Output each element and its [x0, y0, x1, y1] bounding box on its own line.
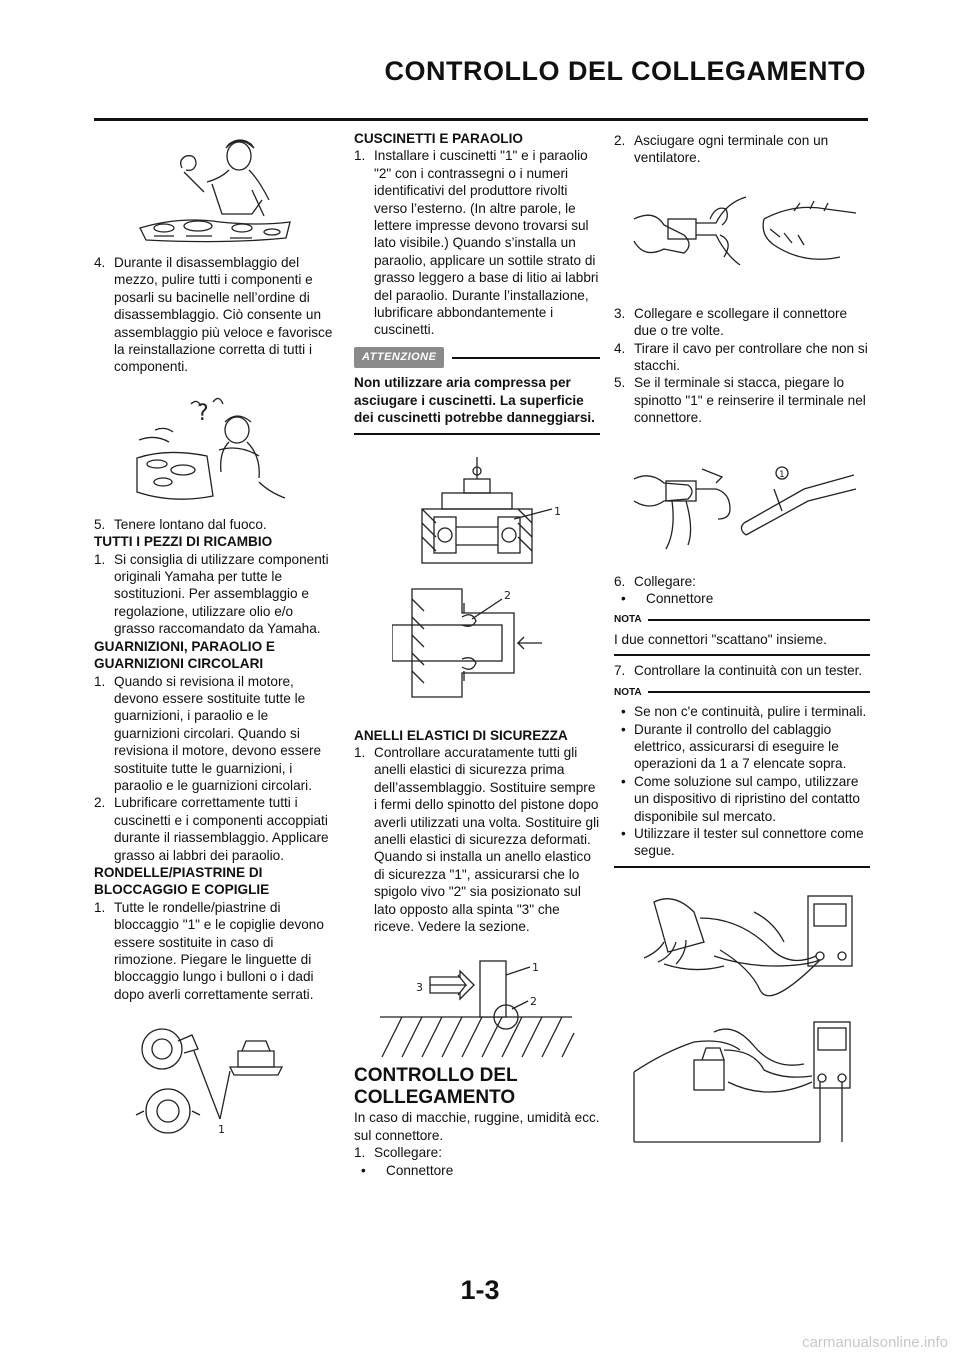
caution-label: ATTENZIONE	[354, 347, 444, 368]
bend-pin-illustration	[624, 449, 860, 559]
list-item: 5. Se il terminale si stacca, piegare lo spinotto "1" e reinserire il terminale nel connettore.	[614, 375, 866, 426]
section-heading: ANELLI ELASTICI DI SICUREZZA	[354, 727, 568, 743]
list-item: 4. Tirare il cavo per controllare che non si stacchi.	[614, 340, 868, 374]
note-label: NOTA	[614, 686, 642, 698]
section-heading: TUTTI I PEZZI DI RICAMBIO	[94, 534, 273, 550]
column-middle	[354, 128, 600, 1179]
figure-callout: 2	[504, 588, 511, 602]
figure-callout: 2	[530, 995, 537, 1009]
circlip-section-illustration	[372, 955, 582, 1065]
section-heading: GUARNIZIONI, PARAOLIO E GUARNIZIONI CIRCOLARI	[94, 638, 275, 672]
list-item: 3. Collegare e scollegare il connettore due o tre volte.	[614, 305, 848, 339]
list-item: 1. Installare i cuscinetti "1" e i paraolio "2" con i contrassegni o i numeri identificativi del produttore rivolti verso l’esterno. (In altre parole, le lettere impresse devono trovarsi sul lato visibile.) Quando s’installa un paraolio, applicare un sottile strato di grasso leggero a base di litio ai labbri del paraolio. Durante l’installazione, lubrificare abbondantemente i cuscinetti.	[354, 148, 599, 338]
note-text: I due connettori "scattano" insieme.	[614, 631, 827, 647]
sub-list-item: • Connettore	[354, 1162, 600, 1179]
watermark: carmanualsonline.info	[802, 1334, 948, 1351]
list-item: 1. Controllare accuratamente tutti gli anelli elastici di sicurezza prima dell’assemblaggio. Sostituire sempre i fermi dello spinotto del pistone dopo averli utilizzati una volta. Sostituire gli anelli elastici di sicurezza deformati. Quando si installa un anello elastico di sicurezza "1", assicurarsi che lo spigolo vivo "2" sia posizionato sul lato opposto alla spinta "3" che riceve. Vedere la sezione.	[354, 744, 600, 934]
sub-list-item: • Connettore	[614, 590, 870, 607]
note-box	[614, 611, 870, 656]
note-bullet: • Utilizzare il tester sul connettore come segue.	[614, 825, 870, 860]
page-header	[0, 0, 960, 124]
figure-callout: 1	[554, 504, 561, 518]
svg-text:?: ?	[197, 400, 209, 426]
list-item: 1. Scollegare:	[354, 1145, 443, 1161]
section-heading: CUSCINETTI E PARAOLIO	[354, 131, 523, 146]
tester-connector-illustration	[624, 882, 860, 1152]
mechanic-fire-hazard-illustration	[129, 390, 299, 510]
figure-callout: 1	[218, 1123, 225, 1137]
caution-box	[354, 347, 600, 435]
mechanic-cleaning-illustration	[134, 128, 294, 252]
section-heading: RONDELLE/PIASTRINE DI BLOCCAGGIO E COPIGLIE	[94, 864, 270, 898]
caution-rule	[452, 357, 600, 359]
figure-callout: 1	[532, 961, 539, 975]
list-item: 6. Collegare:	[614, 573, 696, 589]
note-rule	[648, 619, 870, 621]
note-label: NOTA	[614, 614, 642, 626]
list-item: 2. Lubrificare correttamente tutti i cuscinetti e i componenti accoppiati durante il riassemblaggio. Applicare grasso ai labbri dei paraolio.	[94, 795, 329, 863]
list-item: 2. Asciugare ogni terminale con un ventilatore.	[614, 133, 829, 166]
list-item: 1. Tutte le rondelle/piastrine di bloccaggio "1" e le copiglie devono essere sostituite in caso di rimozione. Piegare le linguette di bloccaggio lungo i bulloni o i dadi dopo averli correttamente serrati.	[94, 899, 324, 1002]
figure-callout: 1	[779, 469, 785, 480]
caution-text: Non utilizzare aria compressa per asciugare i cuscinetti. La superficie dei cuscinetti potrebbe danneggiarsi.	[354, 375, 595, 426]
bearing-seal-cross-section-illustration	[392, 449, 562, 717]
column-left	[94, 128, 334, 1141]
figure-callout: 3	[416, 981, 423, 995]
note-bullet: • Se non c'e continuità, pulire i terminali.	[614, 703, 870, 720]
page-number: 1-3	[460, 1275, 500, 1305]
drying-terminal-illustration	[624, 189, 860, 289]
note-bullet: • Come soluzione sul campo, utilizzare un dispositivo di ripristino del contatto disponibile sul mercato.	[614, 773, 870, 825]
header-rule	[94, 118, 868, 121]
column-right	[614, 128, 870, 1152]
note-box	[614, 684, 870, 868]
list-item: 7. Controllare la continuità con un tester.	[614, 663, 863, 679]
list-item: 4. Durante il disassemblaggio del mezzo, pulire tutti i componenti e posarli su bacinelle nell’ordine di disassemblaggio. Ciò consente un assemblaggio più veloce e favorisce la reinstallazione corretta di tutti i componenti.	[94, 255, 333, 375]
note-rule	[648, 691, 870, 693]
note-bullet: • Durante il controllo del cablaggio elettrico, assicurarsi di eseguire le operazioni da 1 a 7 elencate sopra.	[614, 721, 870, 773]
list-item: 1. Quando si revisiona il motore, devono essere sostituite tutte le guarnizioni, i paraolio e le guarnizioni circolari. Quando si revisiona il motore, devono essere sostituite tutte le guarnizioni, i paraolio e le guarnizioni circolari.	[94, 673, 322, 793]
paragraph: In caso di macchie, ruggine, umidità ecc. sul connettore.	[354, 1110, 600, 1143]
lock-washer-illustration	[134, 1021, 294, 1141]
list-item: 5. Tenere lontano dal fuoco.	[94, 516, 267, 532]
page-title: CONTROLLO DEL COLLEGAMENTO	[384, 56, 866, 86]
section-title: CONTROLLO DEL COLLEGAMENTO	[354, 1065, 518, 1109]
list-item: 1. Si consiglia di utilizzare componenti originali Yamaha per tutte le sostituzioni. Per assemblaggio e regolazione, utilizzare olio e/o grasso raccomandato da Yamaha.	[94, 551, 329, 637]
